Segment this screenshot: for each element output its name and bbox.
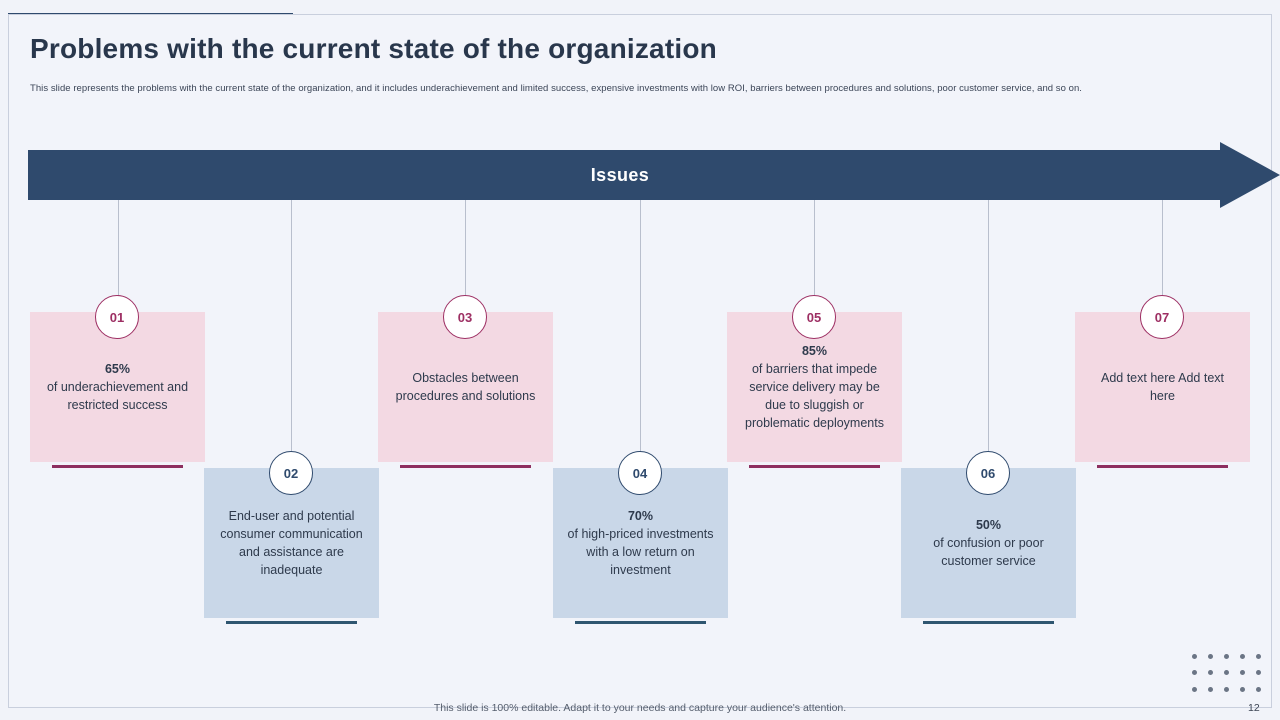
issue-card-01-stat: 65%	[104, 361, 131, 376]
banner-label: Issues	[590, 164, 650, 185]
connector-line-06	[988, 200, 989, 454]
issue-card-05-desc: of barriers that impede service delivery may be due to sluggish or problematic deployments	[745, 361, 884, 431]
issues-banner-group	[14, 0, 1266, 210]
issue-card-02-underline	[226, 621, 357, 624]
issue-badge-07-label: 07	[1154, 309, 1170, 325]
issue-card-07-underline	[1097, 465, 1228, 468]
issue-card-04-desc: of high-priced investments with a low return on investment	[567, 526, 714, 578]
issue-badge-02[interactable]	[269, 451, 313, 495]
issue-card-01-text	[42, 360, 193, 414]
issue-card-06-stat: 50%	[975, 517, 1002, 532]
issue-card-06-underline	[923, 621, 1054, 624]
connector-line-02	[291, 200, 292, 454]
issue-badge-05[interactable]	[792, 295, 836, 339]
issue-badge-04[interactable]	[618, 451, 662, 495]
page-number: 12	[1248, 702, 1260, 714]
issue-badge-04-label: 04	[632, 465, 648, 481]
connector-line-07	[1162, 200, 1163, 298]
issue-card-03-text	[390, 369, 541, 405]
issue-card-01-underline	[52, 465, 183, 468]
issue-badge-01-label: 01	[109, 309, 125, 325]
issue-card-05-underline	[749, 465, 880, 468]
connector-line-04	[640, 200, 641, 454]
issue-badge-07[interactable]	[1140, 295, 1184, 339]
issue-card-04-underline	[575, 621, 706, 624]
page-subtitle: This slide represents the problems with the current state of the organization, and it includes underachievement and limited success, expensive investments with low ROI, barriers between procedures and solutions, poor customer service, and so on.	[30, 83, 1082, 94]
issue-badge-01[interactable]	[95, 295, 139, 339]
connector-line-01	[118, 200, 119, 298]
issue-card-05-stat: 85%	[801, 343, 828, 358]
issue-badge-06-label: 06	[980, 465, 996, 481]
issue-card-01-desc: of underachievement and restricted success	[46, 379, 189, 413]
page-title: Problems with the current state of the organization	[30, 33, 717, 64]
issue-card-07-desc: Add text here Add text here	[1101, 370, 1224, 403]
issue-card-04-stat: 70%	[627, 508, 654, 523]
footer-note: This slide is 100% editable. Adapt it to your needs and capture your audience's attention.	[433, 702, 847, 714]
issue-badge-03[interactable]	[443, 295, 487, 339]
issue-card-03-desc: Obstacles between procedures and solutions	[395, 370, 536, 403]
issue-badge-02-label: 02	[283, 465, 299, 481]
issue-card-02-desc: End-user and potential consumer communication and assistance are inadequate	[220, 508, 363, 578]
connector-line-05	[814, 200, 815, 298]
decorative-dots-grid	[1188, 650, 1264, 696]
issue-card-06-text	[913, 516, 1064, 570]
issue-badge-06[interactable]	[966, 451, 1010, 495]
issue-card-06-desc: of confusion or poor customer service	[933, 535, 1044, 569]
issue-card-05-text	[739, 342, 890, 433]
issue-card-07-text	[1087, 369, 1238, 405]
connector-line-03	[465, 200, 466, 298]
issue-card-03-underline	[400, 465, 531, 468]
issue-card-04-text	[565, 507, 716, 580]
issue-badge-03-label: 03	[457, 309, 473, 325]
issue-badge-05-label: 05	[806, 309, 822, 325]
issue-card-02-text	[216, 507, 367, 580]
